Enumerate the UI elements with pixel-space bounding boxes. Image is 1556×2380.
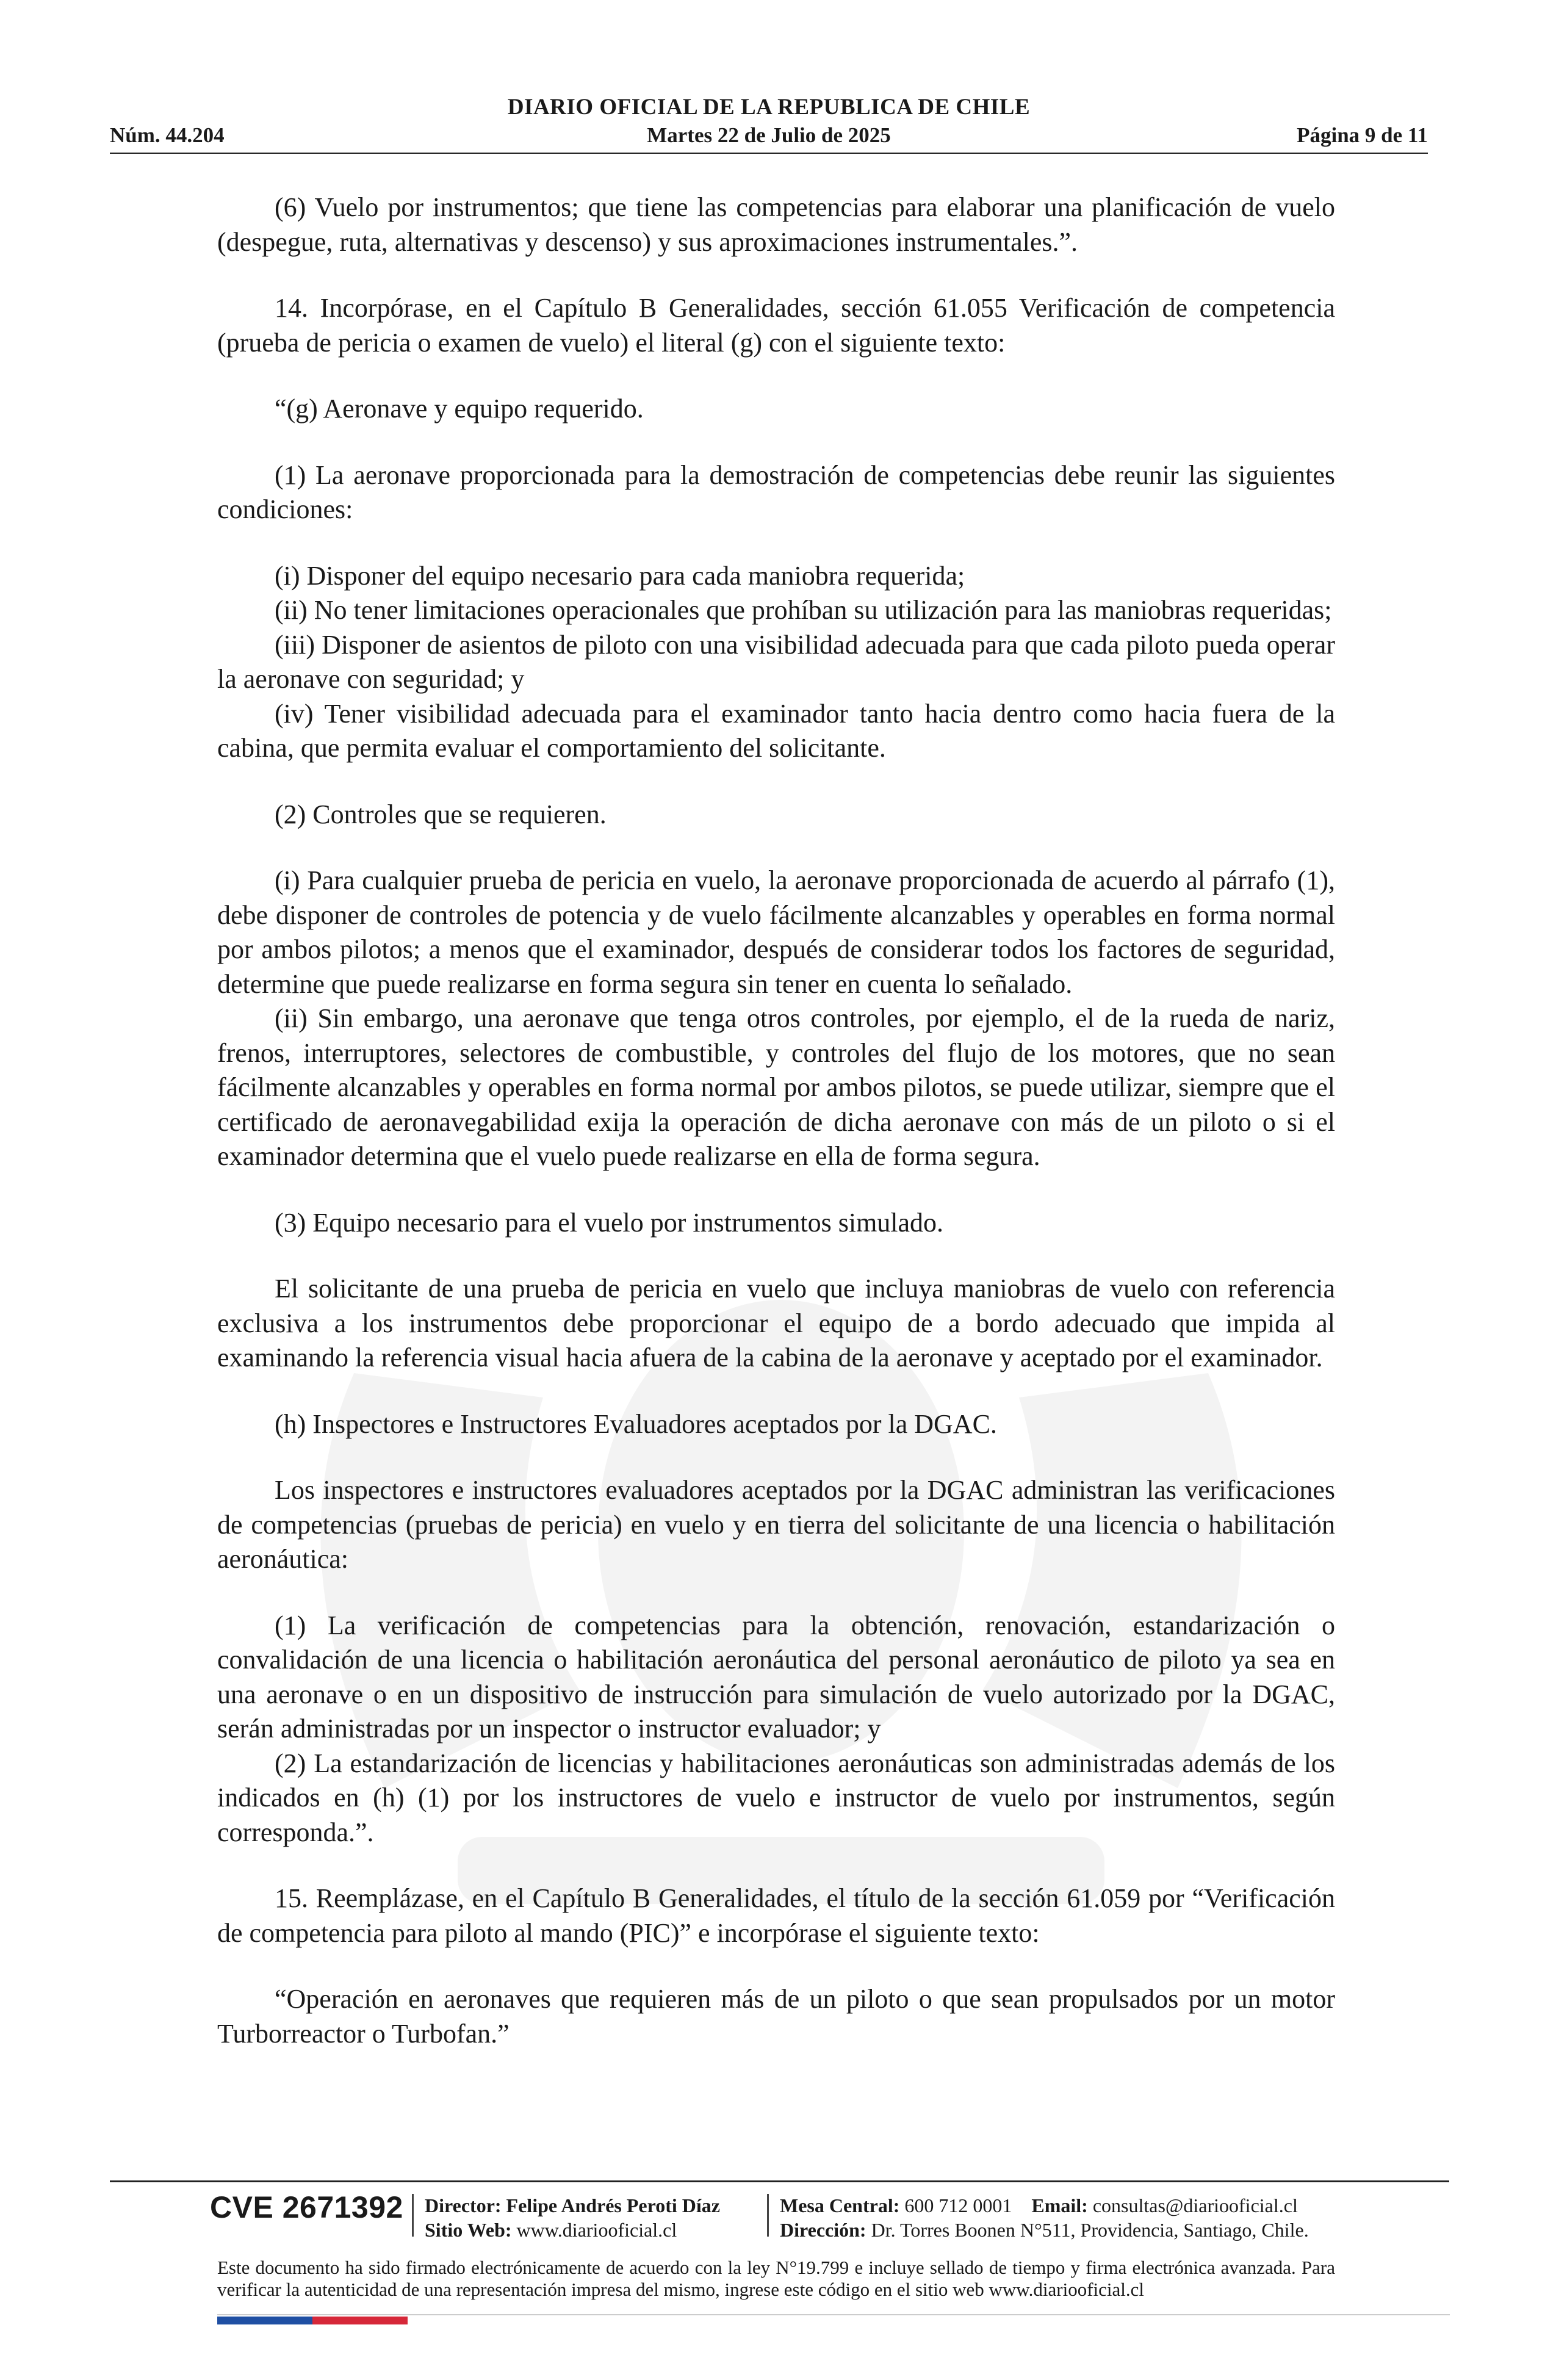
body-paragraph: (1) La aeronave proporcionada para la demostración de competencias debe reunir las siguientes condiciones: — [217, 460, 1335, 524]
document-body — [217, 190, 1335, 2051]
body-paragraph: (2) La estandarización de licencias y habilitaciones aeronáuticas son administradas además de los indicados en (h) (1) por los instructores de vuelo e instructor de vuelo por instrumentos, según corresponda.”. — [217, 1748, 1335, 1847]
director-label: Director: — [425, 2194, 502, 2216]
body-paragraph: 14. Incorpórase, en el Capítulo B Generalidades, sección 61.055 Verificación de competencia (prueba de pericia o examen de vuelo) el literal (g) con el siguiente texto: — [217, 293, 1335, 358]
issue-date: Martes 22 de Julio de 2025 — [647, 123, 891, 147]
phone-label: Mesa Central: — [780, 2194, 900, 2216]
footer-separator — [767, 2194, 769, 2237]
issue-number: Núm. 44.204 — [110, 123, 225, 147]
footer-divider — [110, 2180, 1449, 2182]
email-link[interactable]: consultas@diariooficial.cl — [1092, 2194, 1298, 2216]
website-label: Sitio Web: — [425, 2219, 512, 2241]
body-paragraph: El solicitante de una prueba de pericia en vuelo que incluya maniobras de vuelo con referencia exclusiva a los instrumentos debe proporcionar el equipo de a bordo adecuado que impida al examinando la referencia visual hacia afuera de la cabina de la aeronave y aceptado por el examinador. — [217, 1274, 1335, 1372]
body-paragraph: “Operación en aeronaves que requieren más de un piloto o que sean propulsados por un motor Turborreactor o Turbofan.” — [217, 1984, 1335, 2049]
flag-stripe-red — [312, 2317, 408, 2324]
body-paragraph: “(g) Aeronave y equipo requerido. — [275, 394, 644, 424]
website-link[interactable]: www.diariooficial.cl — [516, 2219, 677, 2241]
body-paragraph: (i) Disponer del equipo necesario para cada maniobra requerida; — [275, 560, 965, 591]
body-paragraph: (6) Vuelo por instrumentos; que tiene las competencias para elaborar una planificación de vuelo (despegue, ruta, alternativas y descenso) y sus aproximaciones instrumentales.”. — [217, 192, 1335, 257]
address-label: Dirección: — [780, 2219, 866, 2241]
footer-contact-right — [780, 2193, 1309, 2242]
body-paragraph: (h) Inspectores e Instructores Evaluadores aceptados por la DGAC. — [275, 1408, 997, 1439]
page-header — [110, 93, 1428, 154]
cve-code: CVE 2671392 — [210, 2190, 403, 2224]
flag-stripe-blue — [217, 2317, 312, 2324]
footer-separator — [412, 2194, 414, 2237]
body-paragraph: (i) Para cualquier prueba de pericia en vuelo, la aeronave proporcionada de acuerdo al párrafo (1), debe disponer de controles de potencia y de vuelo fácilmente alcanzables y operables en forma normal por ambos pilotos; a menos que el examinador, después de considerar todos los factores de seguridad, determine que puede realizarse en forma segura sin tener en cuenta lo señalado. — [217, 865, 1335, 999]
body-paragraph: (ii) Sin embargo, una aeronave que tenga otros controles, por ejemplo, el de la rueda de nariz, frenos, interruptores, selectores de combustible, y controles del flujo de los motores, que no sean fácilmente alcanzables y operables en forma normal por ambos pilotos, se puede utilizar, siempre que el certificado de aeronavegabilidad exija la operación de dicha aeronave con más de un piloto o si el examinador determina que el vuelo puede realizarse en ella de forma segura. — [217, 1003, 1335, 1171]
footer-bottom-rule — [217, 2314, 1450, 2315]
body-paragraph: 15. Reemplázase, en el Capítulo B Generalidades, el título de la sección 61.059 por “Verificación de competencia para piloto al mando (PIC)” e incorpórase el siguiente texto: — [217, 1883, 1335, 1948]
header-divider — [110, 153, 1428, 154]
footer-contact-left — [425, 2193, 720, 2242]
address-text: Dr. Torres Boonen N°511, Providencia, Santiago, Chile. — [871, 2219, 1309, 2241]
email-label: Email: — [1031, 2194, 1088, 2216]
body-paragraph: (3) Equipo necesario para el vuelo por instrumentos simulado. — [275, 1207, 944, 1238]
body-paragraph: (1) La verificación de competencias para la obtención, renovación, estandarización o convalidación de una licencia o habilitación aeronáutica del personal aeronáutico de piloto ya sea en una aeronave o en un dispositivo de instrucción para simulación de vuelo autorizado por la DGAC, serán administradas por un inspector o instructor evaluador; y — [217, 1610, 1335, 1744]
phone-number: 600 712 0001 — [904, 2194, 1012, 2216]
director-name: Felipe Andrés Peroti Díaz — [506, 2194, 720, 2216]
body-paragraph: (iii) Disponer de asientos de piloto con una visibilidad adecuada para que cada piloto pueda operar la aeronave con seguridad; y — [217, 629, 1335, 694]
body-paragraph: (iv) Tener visibilidad adecuada para el examinador tanto hacia dentro como hacia fuera de la cabina, que permita evaluar el comportamiento del solicitante. — [217, 698, 1335, 763]
legal-notice: Este documento ha sido firmado electrónicamente de acuerdo con la ley N°19.799 e incluye sellado de tiempo y firma electrónica avanzada. Para verificar la autenticidad de una representación impresa del mismo, ingrese este código en el sitio web www.diariooficial.cl — [217, 2257, 1335, 2300]
body-paragraph: (ii) No tener limitaciones operacionales que prohíban su utilización para las maniobras requeridas; — [275, 595, 1332, 625]
newspaper-title: DIARIO OFICIAL DE LA REPUBLICA DE CHILE — [507, 95, 1031, 120]
page-indicator: Página 9 de 11 — [1297, 123, 1428, 147]
body-paragraph: (2) Controles que se requieren. — [275, 799, 607, 829]
body-paragraph: Los inspectores e instructores evaluadores aceptados por la DGAC administran las verificaciones de competencias (pruebas de pericia) en vuelo y en tierra del solicitante de una licencia o habilitación aeronáutica: — [217, 1475, 1335, 1574]
